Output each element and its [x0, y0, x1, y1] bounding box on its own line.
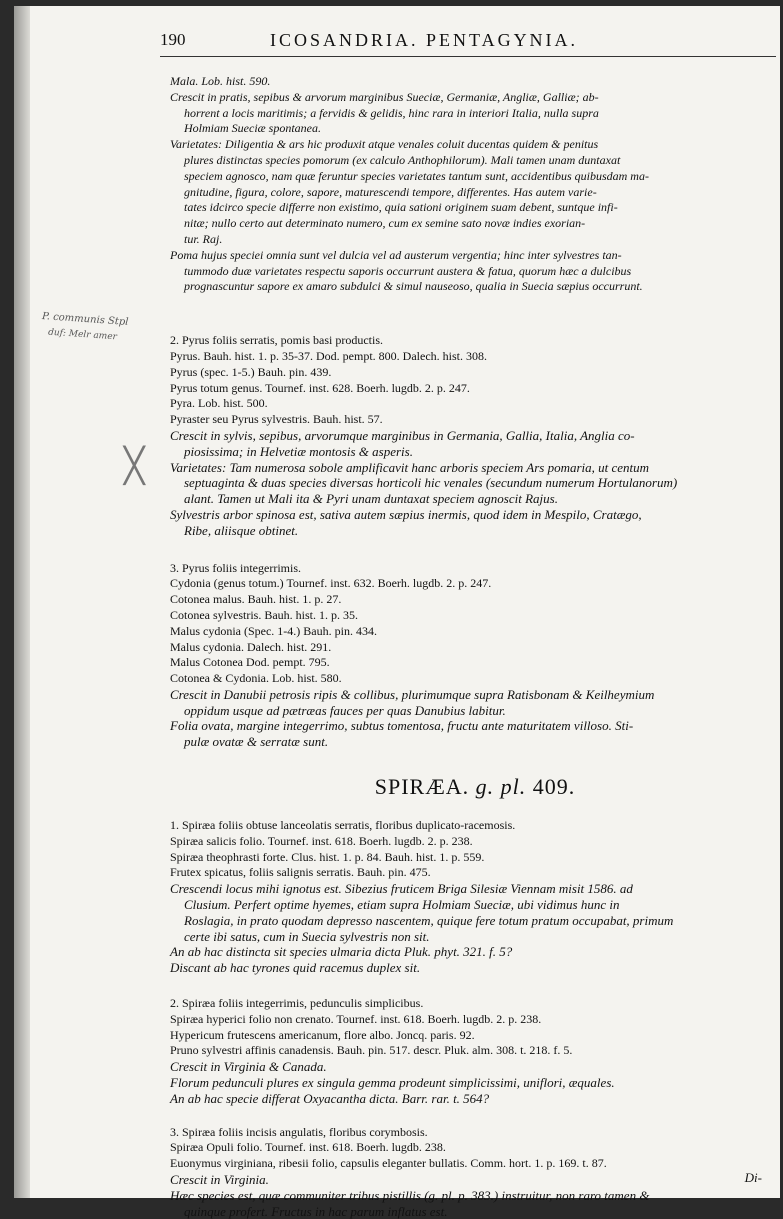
note-line: quinque profert. Fructus in hac parum inflatus est. [184, 1203, 448, 1219]
synonym-line: Cotonea sylvestris. Bauh. hist. 1. p. 35. [170, 607, 358, 622]
note-line: Varietates: Tam numerosa sobole amplificavit hanc arboris speciem Ars pomaria, ut centum [170, 459, 650, 475]
spiraea-2-entry [170, 996, 780, 1107]
running-title: ICOSANDRIA. PENTAGYNIA. [270, 30, 579, 50]
note-line: Florum pedunculi plures ex singula gemma prodeunt simplicissimi, uniflori, æquales. [170, 1075, 615, 1091]
synonym-line: Spiræa hyperici folio non crenato. Tournef. inst. 618. Boerh. lugdb. 2. p. 238. [170, 1011, 542, 1026]
synonym-line: Pyrus totum genus. Tournef. inst. 628. Boerh. lugdb. 2. p. 247. [170, 380, 470, 395]
habitat-line: piosissima; in Helvetiæ montosis & asperis. [184, 443, 413, 459]
note-line: pulæ ovatæ & serratæ sunt. [184, 734, 329, 750]
text-line: prognascuntur sapore ex amaro subdulci & simul nauseoso, qualia in Suecia sæpius occurrunt. [184, 279, 643, 294]
synonym-line: Malus cydonia (Spec. 1-4.) Bauh. pin. 434. [170, 623, 377, 638]
habitat-line: Crescit in sylvis, sepibus, arvorumque marginibus in Germania, Gallia, Italia, Anglia co- [170, 427, 635, 443]
pyrus-2-entry [170, 333, 780, 538]
note-line: Sylvestris arbor spinosa est, sativa autem sæpius inermis, quod idem in Mespilo, Cratægo, [170, 506, 642, 522]
synonym-line: Pyraster seu Pyrus sylvestris. Bauh. hist. 57. [170, 412, 383, 427]
book-page [14, 6, 780, 1219]
synonym-line: Frutex spicatus, foliis salignis serratis. Bauh. pin. 475. [170, 865, 431, 880]
synonym-line: Cotonea malus. Bauh. hist. 1. p. 27. [170, 592, 342, 607]
text-line: Varietates: Diligentia & ars hic produxit atque venales coluit ducentas quidem & penitus [170, 137, 599, 152]
spiraea-1-entry [170, 818, 780, 976]
text-line: gnitudine, figura, colore, sapore, maturescendi tempore, differentes. Has autem varie- [184, 184, 597, 199]
note-line: alant. Tamen ut Mali ita & Pyri unam duntaxat speciem agnoscit Rajus. [184, 491, 558, 507]
note-line: Hæc species est, quæ communiter tribus pistillis (g. pl. p. 383.) instruitur, non raro tamen & [170, 1187, 650, 1203]
genus-number: 409. [532, 774, 576, 800]
text-line: tummodo duæ varietates respectu saporis occurrunt austera & fatua, quorum hæc a dulcibus [184, 263, 632, 278]
genus-heading [170, 774, 780, 800]
habitat-line: Clusium. Perfert optime hyemes, etiam supra Holmiam Sueciæ, ubi vidimus hunc in [184, 897, 620, 913]
text-line: Poma hujus speciei omnia sunt vel dulcia vel ad austerum vergentia; hinc inter sylvestres tan- [170, 247, 622, 262]
note-line: Folia ovata, margine integerrimo, subtus tomentosa, fructu ante maturitatem villoso. Sti- [170, 718, 634, 734]
synonym-line: Malus Cotonea Dod. pempt. 795. [170, 655, 330, 670]
header-rule [160, 56, 776, 57]
note-line: Discant ab hac tyrones quid racemus duplex sit. [170, 960, 421, 976]
habitat-line: Crescit in Danubii petrosis ripis & collibus, plurimumque supra Ratisbonam & Keilheymium [170, 686, 655, 702]
habitat-line: Crescendi locus mihi ignotus est. Sibezius fruticem Briga Silesiæ Viennam misit 1586. ad [170, 881, 633, 897]
species-diagnosis: 2. Pyrus foliis serratis, pomis basi productis. [170, 333, 383, 348]
synonym-line: Pyra. Lob. hist. 500. [170, 396, 268, 411]
species-diagnosis: 1. Spiræa foliis obtuse lanceolatis serratis, floribus duplicato-racemosis. [170, 818, 516, 833]
page-number: 190 [160, 30, 186, 49]
genus-name: SPIRÆA. [374, 774, 470, 800]
text-line: Crescit in pratis, sepibus & arvorum marginibus Sueciæ, Germaniæ, Angliæ, Galliæ; ab- [170, 89, 599, 104]
synonym-line: Malus cydonia. Dalech. hist. 291. [170, 639, 332, 654]
text-line: nitæ; nullo certo aut determinato numero, cum ex semine sato novæ indies exorian- [184, 216, 586, 231]
mala-entry [170, 74, 780, 295]
synonym-line: Spiræa salicis folio. Tournef. inst. 618. Boerh. lugdb. 2. p. 238. [170, 833, 473, 848]
catchword: Di- [744, 1170, 762, 1185]
note-line: An ab hac specie differat Oxyacantha dicta. Barr. rar. t. 564? [170, 1090, 490, 1106]
synonym-line: Pyrus. Bauh. hist. 1. p. 35-37. Dod. pempt. 800. Dalech. hist. 308. [170, 348, 487, 363]
text-line: Holmiam Sueciæ spontanea. [184, 121, 321, 136]
note-line: Ribe, aliisque obtinet. [184, 522, 299, 538]
habitat-line: Crescit in Virginia & Canada. [170, 1059, 327, 1075]
text-line: tates idcirco specie differre non existimo, quia sationi originem suam debent, suntque infi- [184, 200, 618, 215]
habitat-line: Roslagia, in prato quodam depresso nascentem, quique fere totum pratum occupabat, primum [184, 912, 674, 928]
pyrus-3-entry [170, 561, 780, 751]
genus-ref: g. pl. [475, 774, 527, 800]
habitat-line: certe ibi satus, cum in Suecia sylvestris non sit. [184, 928, 430, 944]
margin-annotation: P. communis Stpl [41, 310, 129, 329]
synonym-line: Spiræa theophrasti forte. Clus. hist. 1. p. 84. Bauh. hist. 1. p. 559. [170, 849, 485, 864]
synonym-line: Pyrus (spec. 1-5.) Bauh. pin. 439. [170, 364, 332, 379]
note-line: septuaginta & duas species diversas horticoli hic venales (secundum numerum Hortulanorum) [184, 475, 678, 491]
page-spine-shadow [14, 6, 30, 1198]
spiraea-3-entry [170, 1125, 780, 1219]
synonym-line: Cotonea & Cydonia. Lob. hist. 580. [170, 671, 342, 686]
habitat-line: Crescit in Virginia. [170, 1172, 269, 1188]
species-diagnosis: 2. Spiræa foliis integerrimis, pedunculis simplicibus. [170, 996, 424, 1011]
cross-mark: ╳ [124, 446, 145, 486]
text-line: tur. Raj. [184, 231, 223, 246]
text-line: Mala. Lob. hist. 590. [170, 74, 271, 88]
text-line: speciem agnosco, nam quæ feruntur species varietates tantum sunt, accidentibus quibusdam ma- [184, 168, 649, 183]
text-line: horrent a locis maritimis; a fervidis & gelidis, hinc rara in interiori Italia, nulla supra [184, 105, 599, 120]
synonym-line: Pruno sylvestri affinis canadensis. Bauh. pin. 517. descr. Pluk. alm. 308. t. 218. f. 5. [170, 1043, 573, 1058]
species-diagnosis: 3. Pyrus foliis integerrimis. [170, 560, 301, 575]
synonym-line: Euonymus virginiana, ribesii folio, capsulis eleganter bullatis. Comm. hort. 1. p. 169. t. 87. [170, 1156, 607, 1171]
synonym-line: Cydonia (genus totum.) Tournef. inst. 632. Boerh. lugdb. 2. p. 247. [170, 576, 492, 591]
species-diagnosis: 3. Spiræa foliis incisis angulatis, floribus corymbosis. [170, 1124, 428, 1139]
note-line: An ab hac distincta sit species ulmaria dicta Pluk. phyt. 321. f. 5? [170, 944, 513, 960]
habitat-line: oppidum usque ad pætræas fauces per quas Danubius labitur. [184, 702, 506, 718]
margin-annotation-2: duf: Melr amer [47, 327, 118, 343]
synonym-line: Spiræa Opuli folio. Tournef. inst. 618. Boerh. lugdb. 238. [170, 1140, 446, 1155]
text-line: plures distinctas species pomorum (ex calculo Anthophilorum). Mali tamen unam duntaxat [184, 152, 621, 167]
text-column [170, 74, 780, 1219]
synonym-line: Hypericum frutescens americanum, flore albo. Joncq. paris. 92. [170, 1027, 475, 1042]
